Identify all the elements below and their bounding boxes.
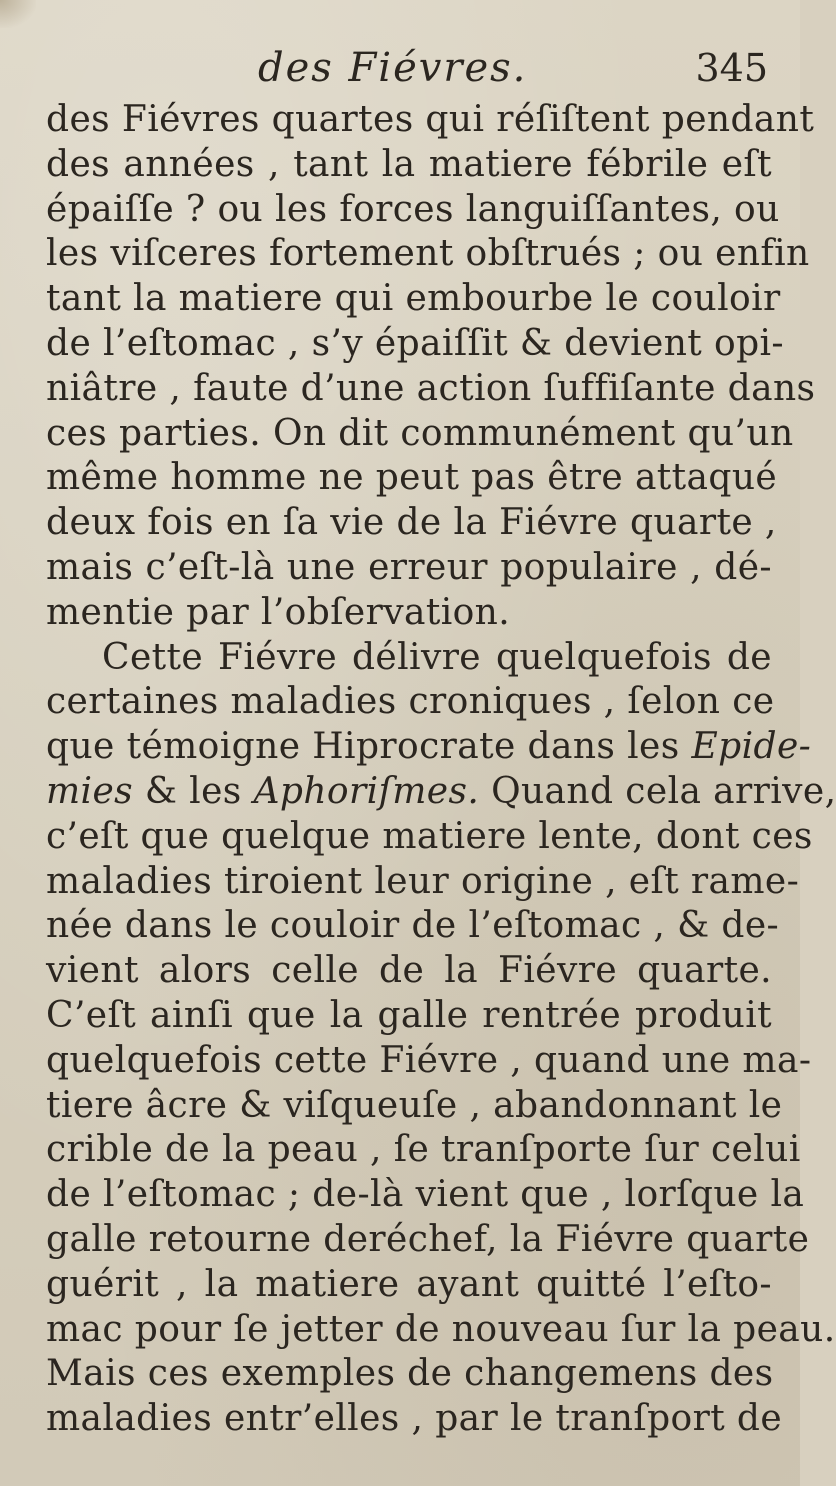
- text-line-15: [46, 725, 812, 770]
- text-line-27: guérit , la matiere ayant quitté l’eſto-: [46, 1263, 772, 1305]
- paragraph-start-line: Cette Fiévre délivre quelquefois de: [102, 636, 772, 678]
- text-line-11: mais c’eſt-là une erreur populaire , dé-: [46, 546, 772, 588]
- text-line-16-roman-a: & les: [144, 770, 242, 812]
- text-line-24: crible de la peau , ſe tranſporte ſur celui: [46, 1129, 801, 1171]
- page-number: 345: [695, 46, 768, 90]
- text-line-28: mac pour ſe jetter de nouveau ſur la peau.: [46, 1308, 836, 1350]
- text-line-7: niâtre , faute d’une action ſuffiſante dans: [46, 367, 816, 409]
- text-line-3: épaiſſe ? ou les forces languiſſantes, ou: [46, 188, 780, 230]
- text-line-29: Mais ces exemples de changemens des: [46, 1353, 774, 1395]
- text-line-5: tant la matiere qui embourbe le couloir: [46, 278, 781, 320]
- text-line-1: des Fiévres quartes qui réſiſtent pendant: [46, 99, 815, 140]
- text-line-16-italic-b: Aphoriſmes.: [253, 770, 480, 812]
- text-line-30: maladies entr’elles , par le tranſport de: [46, 1398, 783, 1440]
- page-corner-stain: [0, 0, 36, 28]
- text-line-26: galle retourne deréchef, la Fiévre quarte: [46, 1218, 810, 1260]
- text-line-18: maladies tiroient leur origine , eſt rame-: [46, 860, 800, 902]
- text-line-25: de l’eſtomac ; de-là vient que , lorſque la: [46, 1174, 805, 1216]
- text-line-9: même homme ne peut pas être attaqué: [46, 457, 778, 499]
- text-line-15-italic: Epide-: [691, 726, 812, 768]
- text-line-15-roman: que témoigne Hiprocrate dans les: [46, 726, 680, 768]
- text-line-8: ces parties. On dit communément qu’un: [46, 412, 794, 454]
- text-line-4: les viſceres fortement obſtrués ; ou enfin: [46, 233, 810, 275]
- text-line-16-italic-a: mies: [46, 770, 134, 812]
- text-line-6: de l’eſtomac , s’y épaiſſit & devient opi-: [46, 322, 784, 364]
- running-head: [0, 44, 800, 92]
- text-line-19: née dans le couloir de l’eſtomac , & de-: [46, 905, 780, 947]
- text-body: [46, 98, 836, 1442]
- text-line-12: mentie par l’obſervation.: [46, 591, 511, 633]
- running-title: des Fiévres.: [258, 45, 528, 91]
- text-line-16: [46, 770, 836, 815]
- text-line-2: des années , tant la matiere fébrile eſt: [46, 143, 772, 185]
- text-line-23: tiere âcre & viſqueuſe , abandonnant le: [46, 1084, 783, 1126]
- text-line-20: vient alors celle de la Fiévre quarte.: [46, 950, 772, 992]
- text-line-22: quelquefois cette Fiévre , quand une ma-: [46, 1039, 812, 1081]
- text-line-17: c’eſt que quelque matiere lente, dont ces: [46, 815, 813, 857]
- text-line-21: C’eſt ainſi que la galle rentrée produit: [46, 994, 772, 1036]
- text-line-10: deux fois en ſa vie de la Fiévre quarte ,: [46, 502, 777, 544]
- text-line-14: certaines maladies croniques , ſelon ce: [46, 681, 775, 723]
- text-line-16-roman-b: Quand cela arrive,: [491, 770, 836, 812]
